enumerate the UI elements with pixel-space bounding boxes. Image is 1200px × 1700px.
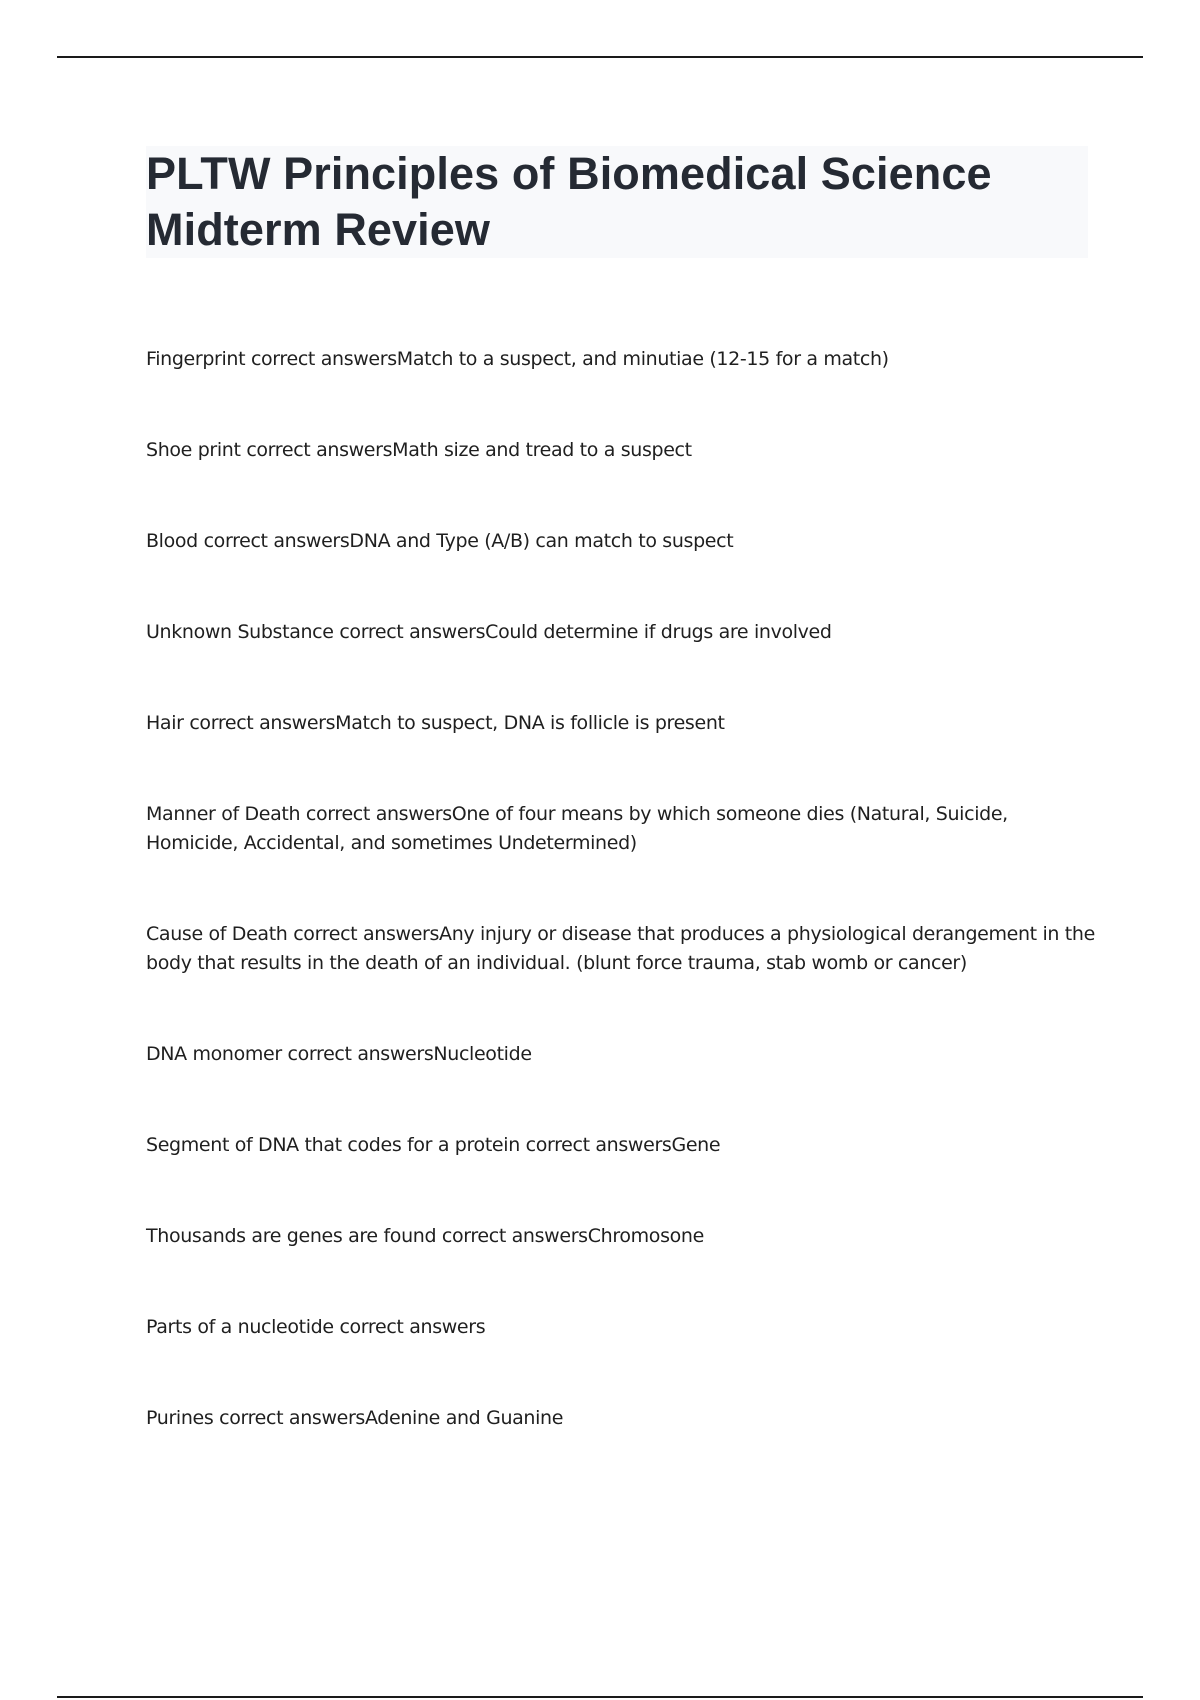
title-block bbox=[146, 146, 1088, 258]
qa-item-nucleotide-parts bbox=[146, 1313, 1096, 1342]
qa-item-purines bbox=[146, 1404, 1096, 1433]
qa-term: Segment of DNA that codes for a protein bbox=[146, 1134, 520, 1156]
qa-item-manner-of-death bbox=[146, 800, 1096, 858]
qa-item-cause-of-death bbox=[146, 920, 1096, 978]
qa-answer-marker: correct answers bbox=[250, 348, 397, 370]
qa-answer: Nucleotide bbox=[433, 1043, 532, 1065]
qa-answer: Any injury or disease that produces a physiological derangement in the body that results in the death of an individual. (blunt force trauma, stab womb or cancer) bbox=[146, 923, 1095, 974]
qa-item-blood bbox=[146, 527, 1096, 556]
top-rule bbox=[57, 56, 1143, 58]
qa-answer-marker: correct answers bbox=[203, 530, 350, 552]
qa-answer-marker: correct answers bbox=[441, 1225, 588, 1247]
qa-answer-marker: correct answers bbox=[525, 1134, 672, 1156]
qa-term: Hair bbox=[146, 712, 184, 734]
qa-term: Parts of a nucleotide bbox=[146, 1316, 334, 1338]
qa-item-shoe-print bbox=[146, 436, 1096, 465]
qa-answer-marker: correct answers bbox=[287, 1043, 434, 1065]
qa-answer: Match to suspect, DNA is follicle is present bbox=[335, 712, 725, 734]
qa-term: Purines bbox=[146, 1407, 214, 1429]
qa-answer-marker: correct answers bbox=[246, 439, 393, 461]
qa-term: Unknown Substance bbox=[146, 621, 334, 643]
qa-answer: DNA and Type (A/B) can match to suspect bbox=[349, 530, 734, 552]
qa-answer: Gene bbox=[671, 1134, 721, 1156]
qa-answer-marker: correct answers bbox=[293, 923, 440, 945]
bottom-rule bbox=[57, 1696, 1143, 1698]
qa-answer: Match to a suspect, and minutiae (12-15 for a match) bbox=[396, 348, 889, 370]
qa-answer: Chromosone bbox=[587, 1225, 704, 1247]
qa-term: Shoe print bbox=[146, 439, 241, 461]
qa-item-dna-monomer bbox=[146, 1040, 1096, 1069]
qa-answer-marker: correct answers bbox=[305, 803, 452, 825]
qa-answer-marker: correct answers bbox=[339, 621, 486, 643]
qa-term: Cause of Death bbox=[146, 923, 288, 945]
qa-item-fingerprint bbox=[146, 345, 1096, 374]
qa-term: Blood bbox=[146, 530, 198, 552]
qa-answer: Math size and tread to a suspect bbox=[392, 439, 692, 461]
qa-item-chromosome bbox=[146, 1222, 1096, 1251]
qa-term: Manner of Death bbox=[146, 803, 301, 825]
qa-answer: One of four means by which someone dies (Natural, Suicide, Homicide, Accidental, and sometimes Undetermined) bbox=[146, 803, 1008, 854]
qa-answer: Could determine if drugs are involved bbox=[485, 621, 832, 643]
qa-item-gene bbox=[146, 1131, 1096, 1160]
qa-item-unknown-substance bbox=[146, 618, 1096, 647]
qa-item-hair bbox=[146, 709, 1096, 738]
qa-answer-marker: correct answers bbox=[189, 712, 336, 734]
document-title: PLTW Principles of Biomedical Science Midterm Review bbox=[146, 148, 992, 255]
qa-term: Fingerprint bbox=[146, 348, 246, 370]
qa-term: DNA monomer bbox=[146, 1043, 282, 1065]
qa-term: Thousands are genes are found bbox=[146, 1225, 437, 1247]
qa-answer-marker: correct answers bbox=[219, 1407, 365, 1429]
qa-answer-marker: correct answers bbox=[339, 1316, 486, 1338]
qa-answer: Adenine and Guanine bbox=[364, 1407, 564, 1429]
qa-list bbox=[146, 345, 1096, 1433]
